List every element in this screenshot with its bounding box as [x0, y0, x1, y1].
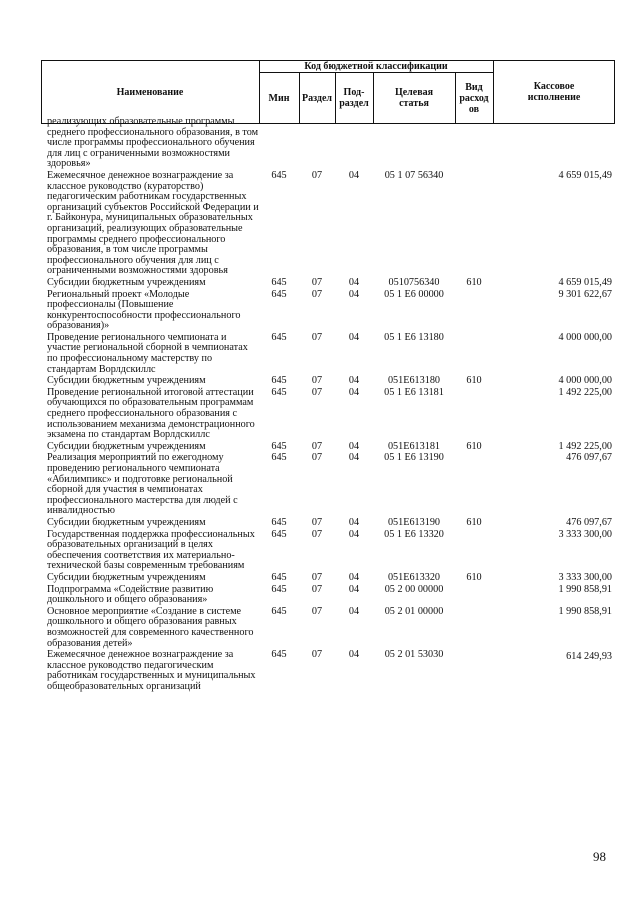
cell-min: 645 [271, 276, 287, 288]
table-row [41, 117, 615, 170]
header-name: Наименование [116, 86, 184, 98]
cell-amount: 1 990 858,91 [558, 605, 612, 617]
cell-vr: 610 [466, 571, 482, 583]
cell-podrazdel: 04 [348, 169, 360, 181]
cell-name: Субсидии бюджетным учреждениям [47, 516, 206, 528]
table-row [41, 453, 615, 517]
cell-razdel: 07 [311, 649, 323, 661]
cell-cs: 05 2 01 00000 [384, 605, 444, 617]
cell-amount: 4 000 000,00 [558, 375, 612, 387]
cell-min: 645 [271, 331, 287, 343]
cell-amount: 4 659 015,49 [558, 276, 612, 288]
table-row [41, 278, 615, 289]
cell-vr: 610 [466, 375, 482, 387]
table-row [41, 607, 615, 649]
header-cs: Целевая статья [394, 87, 434, 109]
cell-amount: 614 249,93 [566, 651, 612, 663]
cell-podrazdel: 04 [348, 528, 360, 540]
cell-name: Региональный проект «Молодые профессионалы (Повышение конкурентоспособности профессионального образования)» [47, 288, 241, 332]
cell-min: 645 [271, 375, 287, 387]
cell-cs: 051E613181 [387, 440, 441, 452]
cell-name: Основное мероприятие «Создание в системе дошкольного и общего образования равных возможностей для современного качественного образования детей» [47, 605, 254, 649]
table-row [41, 388, 615, 441]
cell-name: Ежемесячное денежное вознаграждение за классное руководство (кураторство) педагогическим работникам государственных организаций субъектов Российской Федерации и г. Байконура, муниципальных образовательных организаций, реализующих образовательные программы среднего профессионального образования, в том числе программы профессионального обучения для лиц с ограниченными возможностями здоровья [47, 169, 259, 277]
cell-razdel: 07 [311, 452, 323, 464]
cell-name: Проведение региональной итоговой аттестации обучающихся по образовательным программам среднего профессионального образования с использованием механизма демонстрационного экзамена по стандартам Ворлдскиллс [47, 386, 255, 441]
cell-razdel: 07 [311, 516, 323, 528]
cell-cs: 051E613320 [387, 571, 441, 583]
cell-razdel: 07 [311, 169, 323, 181]
table-row [41, 171, 615, 277]
cell-name: Государственная поддержка профессиональных образовательных организаций в целях обеспечения соответствия их материально-технической базы современным требованиям [47, 528, 255, 572]
cell-cs: 05 2 01 53030 [384, 649, 444, 661]
cell-name: реализующих образовательные программы среднего профессионального образования, в том числе программы профессионального обучения для лиц с ограниченными возможностями здоровья» [47, 116, 259, 170]
table-row [41, 376, 615, 387]
cell-podrazdel: 04 [348, 605, 360, 617]
cell-cs: 0510756340 [388, 276, 440, 288]
cell-vr: 610 [466, 516, 482, 528]
cell-min: 645 [271, 516, 287, 528]
cell-podrazdel: 04 [348, 288, 360, 300]
cell-podrazdel: 04 [348, 276, 360, 288]
cell-cs: 05 1 E6 13180 [384, 331, 444, 343]
page-number: 98 [593, 849, 606, 864]
cell-razdel: 07 [311, 288, 323, 300]
cell-podrazdel: 04 [348, 386, 360, 398]
cell-min: 645 [271, 649, 287, 661]
cell-podrazdel: 04 [348, 375, 360, 387]
cell-amount: 1 990 858,91 [558, 583, 612, 595]
cell-podrazdel: 04 [348, 440, 360, 452]
cell-min: 645 [271, 440, 287, 452]
cell-amount: 476 097,67 [566, 516, 612, 528]
cell-cs: 051E613180 [387, 375, 441, 387]
cell-min: 645 [271, 583, 287, 595]
cell-podrazdel: 04 [348, 649, 360, 661]
cell-min: 645 [271, 452, 287, 464]
table-header [41, 60, 615, 124]
header-group: Код бюджетной классификации [304, 60, 448, 72]
cell-min: 645 [271, 169, 287, 181]
cell-razdel: 07 [311, 375, 323, 387]
table-row [41, 650, 615, 692]
table-row [41, 290, 615, 332]
cell-razdel: 07 [311, 386, 323, 398]
table-row [41, 530, 615, 572]
header-vr: Вид расход ов [459, 81, 489, 115]
header-razdel: Раздел [301, 92, 333, 104]
cell-podrazdel: 04 [348, 331, 360, 343]
cell-name: Субсидии бюджетным учреждениям [47, 375, 206, 387]
cell-razdel: 07 [311, 331, 323, 343]
cell-amount: 9 301 622,67 [558, 288, 612, 300]
cell-amount: 3 333 300,00 [558, 528, 612, 540]
cell-name: Ежемесячное денежное вознаграждение за классное руководство педагогическим работникам государственных и муниципальных общеобразовательных организаций [47, 649, 256, 692]
cell-podrazdel: 04 [348, 452, 360, 464]
cell-cs: 05 2 00 00000 [384, 583, 444, 595]
cell-name: Проведение регионального чемпионата и участие региональной сборной в чемпионатах по профессиональному мастерству по стандартам Ворлдскиллс [47, 331, 248, 375]
cell-razdel: 07 [311, 528, 323, 540]
cell-amount: 4 000 000,00 [558, 331, 612, 343]
cell-razdel: 07 [311, 583, 323, 595]
header-amount: Кассовое исполнение [527, 81, 581, 103]
cell-min: 645 [271, 571, 287, 583]
cell-podrazdel: 04 [348, 583, 360, 595]
cell-amount: 4 659 015,49 [558, 169, 612, 181]
cell-razdel: 07 [311, 276, 323, 288]
cell-razdel: 07 [311, 571, 323, 583]
cell-podrazdel: 04 [348, 516, 360, 528]
cell-name: Субсидии бюджетным учреждениям [47, 276, 206, 288]
cell-razdel: 07 [311, 440, 323, 452]
cell-cs: 05 1 E6 13190 [384, 452, 444, 464]
table-row [41, 333, 615, 375]
cell-vr: 610 [466, 276, 482, 288]
header-min: Мин [268, 92, 290, 104]
table-row [41, 518, 615, 529]
cell-min: 645 [271, 386, 287, 398]
table-body [41, 117, 615, 692]
cell-name: Субсидии бюджетным учреждениям [47, 571, 206, 583]
header-podrazdel: Под-раздел [339, 87, 369, 109]
cell-name: Подпрограмма «Содействие развитию дошкольного и общего образования» [47, 583, 214, 606]
cell-podrazdel: 04 [348, 571, 360, 583]
cell-amount: 3 333 300,00 [558, 571, 612, 583]
cell-cs: 05 1 07 56340 [384, 169, 444, 181]
cell-name: Субсидии бюджетным учреждениям [47, 440, 206, 452]
cell-vr: 610 [466, 440, 482, 452]
cell-min: 645 [271, 288, 287, 300]
cell-name: Реализация мероприятий по ежегодному проведению регионального чемпионата «Абилимпикс» и подготовке региональной сборной для участия в чемпионатах профессионального мастерства для людей с инвалидностью [47, 452, 238, 517]
table-row [41, 573, 615, 584]
cell-cs: 05 1 E6 13181 [384, 386, 444, 398]
cell-razdel: 07 [311, 605, 323, 617]
table-row [41, 442, 615, 453]
cell-cs: 051E613190 [387, 516, 441, 528]
cell-amount: 1 492 225,00 [558, 440, 612, 452]
cell-cs: 05 1 E6 00000 [384, 288, 444, 300]
cell-min: 645 [271, 528, 287, 540]
cell-cs: 05 1 E6 13320 [384, 528, 444, 540]
cell-amount: 1 492 225,00 [558, 386, 612, 398]
table-row [41, 585, 615, 606]
cell-amount: 476 097,67 [566, 452, 612, 464]
cell-min: 645 [271, 605, 287, 617]
